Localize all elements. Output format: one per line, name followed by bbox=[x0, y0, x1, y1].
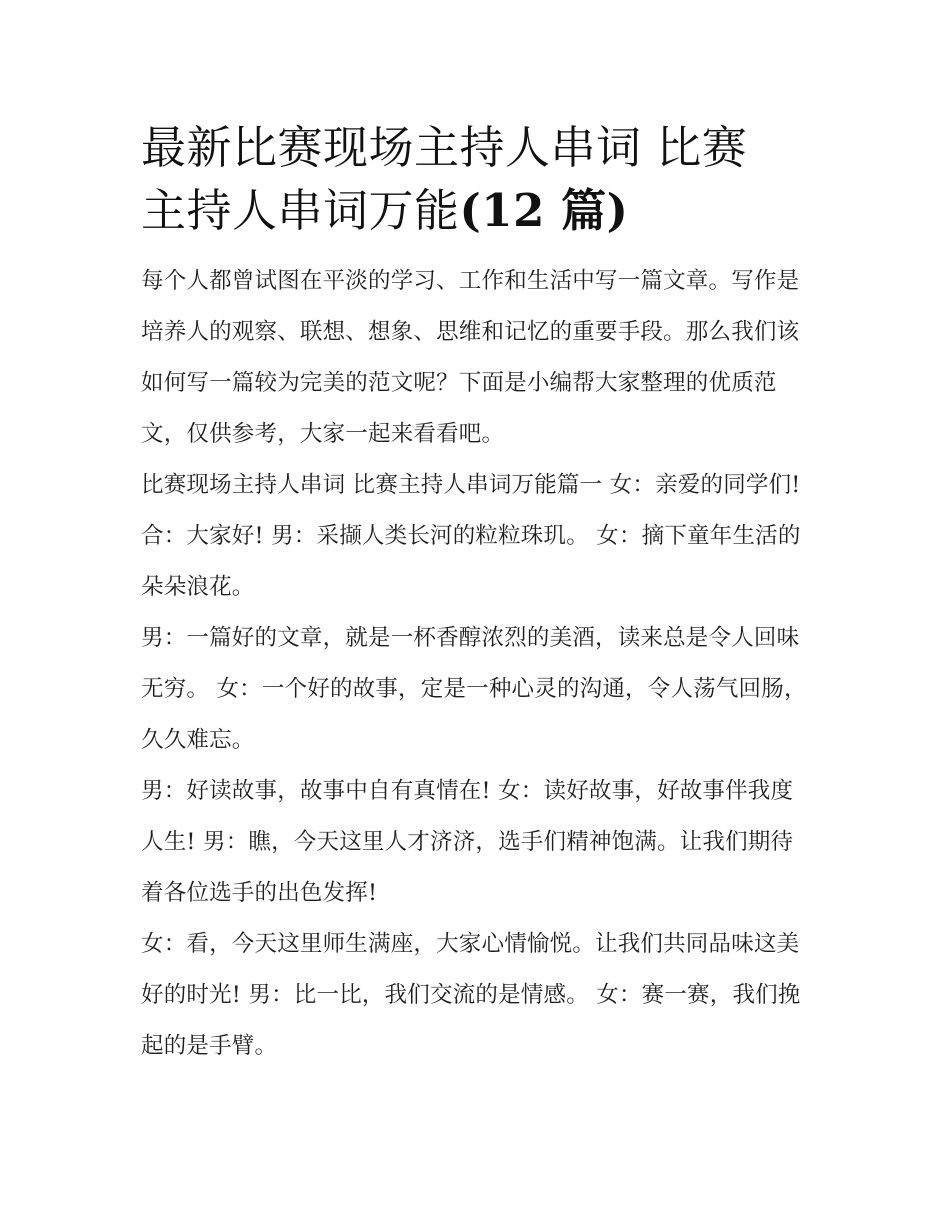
body-paragraph: 男：好读故事，故事中自有真情在! 女：读好故事，好故事伴我度人生! 男：瞧，今天这里人才济济，选手们精神饱满。让我们期待着各位选手的出色发挥! bbox=[141, 778, 794, 906]
body-paragraph: 比赛现场主持人串词 比赛主持人串词万能篇一 女：亲爱的同学们! 合：大家好! 男：采撷人类长河的粒粒珠玑。 女：摘下童年生活的朵朵浪花。 bbox=[141, 472, 801, 600]
title-count: (12 篇) bbox=[459, 184, 629, 237]
document-content bbox=[141, 116, 813, 1072]
body-paragraph: 男：一篇好的文章，就是一杯香醇浓烈的美酒，读来总是令人回味无穷。 女：一个好的故事，定是一种心灵的沟通，令人荡气回肠，久久难忘。 bbox=[141, 625, 807, 753]
document-title bbox=[141, 116, 813, 242]
body-paragraph: 女：看，今天这里师生满座，大家心情愉悦。让我们共同品味这美好的时光! 男：比一比，我们交流的是情感。 女：赛一赛，我们挽起的是手臂。 bbox=[141, 931, 801, 1059]
intro-paragraph: 每个人都曾试图在平淡的学习、工作和生活中写一篇文章。写作是培养人的观察、联想、想象、思维和记忆的重要手段。那么我们该如何写一篇较为完美的范文呢？下面是小编帮大家整理的优质范文，仅供参考，大家一起来看看吧。 bbox=[141, 268, 800, 447]
title-line-1: 最新比赛现场主持人串词 比赛 bbox=[141, 121, 748, 174]
title-line-2: 主持人串词万能 bbox=[141, 184, 460, 237]
